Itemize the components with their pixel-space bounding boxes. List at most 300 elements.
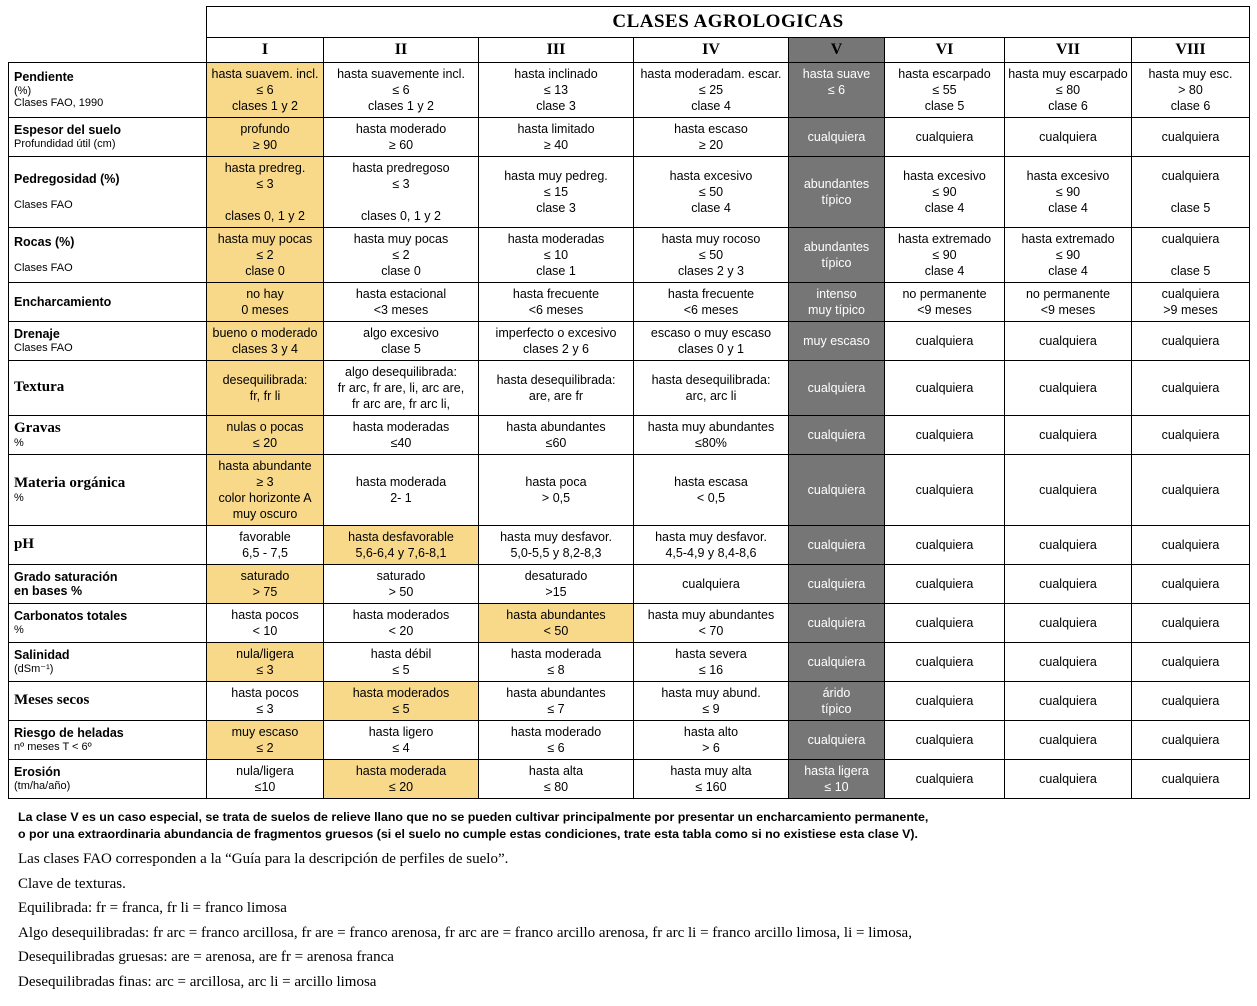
cell-line: nula/ligera bbox=[236, 647, 294, 661]
cell-line: cualquiera bbox=[807, 381, 866, 395]
cell-line: ≤40 bbox=[390, 436, 412, 450]
table-header-title-row bbox=[9, 7, 1250, 38]
cell-r4-c1 bbox=[324, 283, 479, 322]
cell-line: escaso o muy escaso bbox=[650, 326, 772, 340]
cell-line: ≤ 90 bbox=[932, 248, 957, 262]
cell-line: no hay bbox=[246, 287, 284, 301]
cell-line: saturado bbox=[240, 569, 290, 583]
table-title: CLASES AGROLOGICAS bbox=[207, 7, 1250, 38]
header-corner-blank bbox=[9, 7, 207, 38]
cell-r13-c7 bbox=[1132, 682, 1250, 721]
cell-line: hasta moderados bbox=[352, 608, 450, 622]
cell-r10-c0 bbox=[207, 565, 324, 604]
cell-r15-c5 bbox=[885, 760, 1005, 799]
cell-line: color horizonte A bbox=[218, 491, 312, 505]
cell-r5-c4 bbox=[789, 322, 885, 361]
cell-line: cualquiera bbox=[1039, 577, 1097, 591]
cell-r13-c2 bbox=[479, 682, 634, 721]
table-row bbox=[9, 157, 1250, 228]
cell-line: > 80 bbox=[1178, 83, 1203, 97]
cell-r15-c2 bbox=[479, 760, 634, 799]
cell-line: hasta alta bbox=[528, 764, 584, 778]
cell-line: muy oscuro bbox=[232, 507, 298, 521]
cell-line: hasta desfavorable bbox=[348, 530, 454, 544]
cell-r3-c3 bbox=[634, 228, 789, 283]
cell-r5-c3 bbox=[634, 322, 789, 361]
cell-line: muy escaso bbox=[231, 725, 299, 739]
cell-r6-c6 bbox=[1005, 361, 1132, 416]
cell-line: < 70 bbox=[698, 624, 724, 638]
cell-r8-c4 bbox=[789, 455, 885, 526]
cell-r1-c6 bbox=[1005, 118, 1132, 157]
cell-line: hasta ligero bbox=[368, 725, 434, 739]
cell-r4-c5 bbox=[885, 283, 1005, 322]
cell-line: > 75 bbox=[252, 585, 278, 599]
cell-line: ≤ 15 bbox=[543, 185, 569, 199]
cell-line bbox=[209, 192, 321, 208]
cell-line: cualquiera bbox=[915, 772, 974, 786]
cell-line: cualquiera bbox=[1039, 538, 1097, 552]
cell-line: ≤80% bbox=[695, 436, 727, 450]
cell-line: clases 2 y 3 bbox=[677, 264, 744, 278]
row-label-main: Erosión bbox=[14, 765, 61, 780]
cell-r2-c7 bbox=[1132, 157, 1250, 228]
cell-line: intenso bbox=[816, 287, 857, 301]
row-label-main: Espesor del suelo bbox=[14, 123, 121, 138]
cell-r10-c3 bbox=[634, 565, 789, 604]
cell-r2-c5 bbox=[885, 157, 1005, 228]
cell-line: desaturado bbox=[524, 569, 588, 583]
cell-r12-c5 bbox=[885, 643, 1005, 682]
cell-line: cualquiera bbox=[1039, 428, 1097, 442]
cell-r3-c2 bbox=[479, 228, 634, 283]
cell-line: hasta predreg. bbox=[224, 161, 306, 175]
cell-r1-c7 bbox=[1132, 118, 1250, 157]
row-label bbox=[9, 361, 207, 416]
cell-r4-c4 bbox=[789, 283, 885, 322]
cell-line: hasta muy esc. bbox=[1148, 67, 1233, 81]
cell-line: cualquiera bbox=[682, 577, 740, 591]
row-label bbox=[9, 416, 207, 455]
cell-line: hasta muy abundantes bbox=[647, 608, 775, 622]
cell-line bbox=[1134, 184, 1247, 200]
cell-line: hasta suavem. incl. bbox=[211, 67, 319, 81]
cell-line: hasta escasa bbox=[674, 475, 748, 489]
cell-line: <6 meses bbox=[683, 303, 739, 317]
row-label bbox=[9, 682, 207, 721]
cell-r10-c2 bbox=[479, 565, 634, 604]
cell-r14-c0 bbox=[207, 721, 324, 760]
cell-r12-c3 bbox=[634, 643, 789, 682]
cell-line: hasta muy desfavor. bbox=[655, 530, 767, 544]
cell-line: cualquiera bbox=[1039, 694, 1097, 708]
cell-line: 4,5-4,9 y 8,4-8,6 bbox=[665, 546, 757, 560]
cell-line: típico bbox=[821, 256, 852, 270]
table-row bbox=[9, 760, 1250, 799]
row-label-main: Gravas bbox=[14, 420, 61, 437]
row-label-main: Riesgo de heladas bbox=[14, 726, 124, 741]
cell-line: cualquiera bbox=[1161, 538, 1220, 552]
cell-r10-c4 bbox=[789, 565, 885, 604]
cell-r15-c0 bbox=[207, 760, 324, 799]
cell-line: hasta excesivo bbox=[669, 169, 753, 183]
cell-line: < 50 bbox=[543, 624, 569, 638]
cell-r4-c3 bbox=[634, 283, 789, 322]
cell-line: hasta frecuente bbox=[512, 287, 600, 301]
cell-line: 0 meses bbox=[241, 303, 289, 317]
cell-line: ≤ 2 bbox=[256, 741, 274, 755]
cell-line: cualquiera bbox=[1161, 130, 1220, 144]
class-header-VIII: VIII bbox=[1132, 38, 1250, 63]
row-label-sub: Clases FAO bbox=[14, 199, 73, 212]
cell-r9-c2 bbox=[479, 526, 634, 565]
cell-line: <3 meses bbox=[373, 303, 429, 317]
header-corner-blank-2 bbox=[9, 38, 207, 63]
cell-line: are, are fr bbox=[528, 389, 584, 403]
cell-r2-c4 bbox=[789, 157, 885, 228]
cell-line: cualquiera bbox=[1161, 772, 1220, 786]
row-label bbox=[9, 322, 207, 361]
cell-r12-c1 bbox=[324, 643, 479, 682]
cell-line: hasta abundantes bbox=[506, 686, 606, 700]
cell-line: ≤ 3 bbox=[256, 702, 274, 716]
cell-line: cualquiera bbox=[807, 538, 866, 552]
cell-line: hasta muy rocoso bbox=[661, 232, 761, 246]
row-label bbox=[9, 228, 207, 283]
cell-line: clase 0 bbox=[245, 264, 285, 278]
cell-r7-c1 bbox=[324, 416, 479, 455]
cell-r11-c3 bbox=[634, 604, 789, 643]
cell-line: ≤ 10 bbox=[543, 248, 569, 262]
cell-r4-c7 bbox=[1132, 283, 1250, 322]
cell-r14-c1 bbox=[324, 721, 479, 760]
cell-r10-c1 bbox=[324, 565, 479, 604]
cell-line: cualquiera bbox=[807, 616, 866, 630]
cell-line: hasta estacional bbox=[355, 287, 447, 301]
cell-line: ≤ 6 bbox=[256, 83, 274, 97]
cell-line: hasta escaso bbox=[674, 122, 748, 136]
cell-line: hasta abundantes bbox=[506, 420, 606, 434]
cell-line: saturado bbox=[376, 569, 426, 583]
cell-r15-c7 bbox=[1132, 760, 1250, 799]
cell-line: clase 4 bbox=[1048, 264, 1088, 278]
cell-line: hasta moderada bbox=[510, 647, 602, 661]
row-label bbox=[9, 118, 207, 157]
cell-r11-c0 bbox=[207, 604, 324, 643]
cell-line: arc, arc li bbox=[685, 389, 737, 403]
cell-line: clase 5 bbox=[381, 342, 421, 356]
cell-r8-c5 bbox=[885, 455, 1005, 526]
cell-line: hasta limitado bbox=[517, 122, 595, 136]
cell-r7-c3 bbox=[634, 416, 789, 455]
row-label-sub: Clases FAO bbox=[14, 262, 73, 275]
cell-line: fr, fr li bbox=[249, 389, 281, 403]
cell-line: hasta moderada bbox=[355, 475, 447, 489]
cell-line: ≤ 9 bbox=[702, 702, 720, 716]
cell-line: nula/ligera bbox=[236, 764, 294, 778]
cell-r11-c4 bbox=[789, 604, 885, 643]
cell-line: ≤ 160 bbox=[695, 780, 727, 794]
cell-r4-c2 bbox=[479, 283, 634, 322]
cell-line: cualquiera bbox=[1039, 334, 1097, 348]
notes-block bbox=[8, 799, 1249, 993]
cell-line: clase 4 bbox=[924, 201, 965, 215]
cell-line: hasta muy abund. bbox=[661, 686, 761, 700]
cell-r6-c1 bbox=[324, 361, 479, 416]
cell-r6-c2 bbox=[479, 361, 634, 416]
cell-line: cualquiera bbox=[807, 428, 866, 442]
cell-line: > 6 bbox=[702, 741, 720, 755]
cell-r1-c0 bbox=[207, 118, 324, 157]
cell-line: clases 0, 1 y 2 bbox=[361, 209, 441, 223]
table-row bbox=[9, 455, 1250, 526]
cell-line: hasta frecuente bbox=[667, 287, 755, 301]
cell-r4-c0 bbox=[207, 283, 324, 322]
note-line-6: Desequilibradas finas: arc = arcillosa, arc li = arcillo limosa bbox=[18, 973, 377, 990]
cell-line: hasta muy abundantes bbox=[647, 420, 775, 434]
cell-r2-c6 bbox=[1005, 157, 1132, 228]
row-label-sub: Profundidad útil (cm) bbox=[14, 137, 116, 150]
cell-r13-c0 bbox=[207, 682, 324, 721]
table-row bbox=[9, 604, 1250, 643]
agrological-classes-table bbox=[8, 6, 1250, 799]
cell-r0-c6 bbox=[1005, 63, 1132, 118]
cell-line: hasta moderada bbox=[355, 764, 447, 778]
cell-r9-c6 bbox=[1005, 526, 1132, 565]
cell-r7-c4 bbox=[789, 416, 885, 455]
cell-line: clase 6 bbox=[1170, 99, 1211, 113]
cell-line: ≥ 3 bbox=[256, 475, 274, 489]
cell-r9-c4 bbox=[789, 526, 885, 565]
cell-r1-c1 bbox=[324, 118, 479, 157]
note-line-1: Las clases FAO corresponden a la “Guía para la descripción de perfiles de suelo”. bbox=[18, 851, 509, 868]
cell-line: abundantes bbox=[803, 240, 870, 254]
cell-line: árido bbox=[822, 686, 851, 700]
cell-r12-c6 bbox=[1005, 643, 1132, 682]
cell-r6-c5 bbox=[885, 361, 1005, 416]
row-label-main: Encharcamiento bbox=[14, 294, 112, 309]
row-label-sub: % bbox=[14, 492, 24, 505]
cell-r3-c0 bbox=[207, 228, 324, 283]
row-label-main: Textura bbox=[14, 379, 65, 396]
cell-line: cualquiera bbox=[1161, 733, 1220, 747]
cell-line: fr arc, fr are, li, arc are, bbox=[337, 381, 465, 395]
note-line-2: Clave de texturas. bbox=[18, 875, 126, 892]
row-label-sub: (dSm⁻¹) bbox=[14, 662, 54, 675]
cell-line: ≤ 5 bbox=[392, 702, 410, 716]
cell-r2-c0 bbox=[207, 157, 324, 228]
cell-line: hasta desequilibrada: bbox=[496, 373, 616, 387]
cell-line: ≤ 80 bbox=[1055, 83, 1081, 97]
cell-r0-c7 bbox=[1132, 63, 1250, 118]
table-row bbox=[9, 416, 1250, 455]
cell-line: algo excesivo bbox=[363, 326, 439, 340]
cell-r0-c2 bbox=[479, 63, 634, 118]
cell-line: algo desequilibrada: bbox=[345, 365, 457, 379]
cell-line: cualquiera bbox=[1039, 733, 1097, 747]
cell-r8-c1 bbox=[324, 455, 479, 526]
cell-r15-c4 bbox=[789, 760, 885, 799]
cell-line: cualquiera bbox=[1161, 381, 1220, 395]
cell-line: ≤ 50 bbox=[698, 248, 724, 262]
cell-r14-c3 bbox=[634, 721, 789, 760]
cell-r11-c5 bbox=[885, 604, 1005, 643]
cell-line: cualquiera bbox=[1039, 381, 1097, 395]
cell-r13-c5 bbox=[885, 682, 1005, 721]
cell-line: ≤ 3 bbox=[256, 663, 274, 677]
cell-r7-c2 bbox=[479, 416, 634, 455]
cell-line: clases 0 y 1 bbox=[677, 342, 744, 356]
cell-line: < 0,5 bbox=[696, 491, 726, 505]
cell-line: ≤ 80 bbox=[543, 780, 569, 794]
cell-line: hasta muy escarpado bbox=[1008, 67, 1128, 81]
cell-line: 5,6-6,4 y 7,6-8,1 bbox=[355, 546, 447, 560]
cell-line: imperfecto o excesivo bbox=[495, 326, 617, 340]
cell-r9-c1 bbox=[324, 526, 479, 565]
cell-line: ≥ 60 bbox=[388, 138, 414, 152]
cell-r5-c5 bbox=[885, 322, 1005, 361]
cell-r5-c1 bbox=[324, 322, 479, 361]
cell-r1-c3 bbox=[634, 118, 789, 157]
cell-line: ≤ 2 bbox=[256, 248, 274, 262]
cell-r5-c7 bbox=[1132, 322, 1250, 361]
cell-line: clase 4 bbox=[691, 99, 731, 113]
table-header-classes-row bbox=[9, 38, 1250, 63]
cell-line: 2- 1 bbox=[390, 491, 412, 505]
cell-r0-c0 bbox=[207, 63, 324, 118]
cell-line: muy típico bbox=[808, 303, 865, 317]
cell-line: <9 meses bbox=[1040, 303, 1096, 317]
class-header-IV: IV bbox=[634, 38, 789, 63]
row-label bbox=[9, 157, 207, 228]
cell-r2-c3 bbox=[634, 157, 789, 228]
cell-line: clase 4 bbox=[924, 264, 965, 278]
cell-line: cualquiera bbox=[915, 130, 974, 144]
row-label-main: Pedregosidad (%) bbox=[14, 172, 120, 187]
cell-line: cualquiera bbox=[1161, 334, 1220, 348]
cell-r2-c2 bbox=[479, 157, 634, 228]
cell-r7-c5 bbox=[885, 416, 1005, 455]
cell-line bbox=[326, 192, 476, 208]
table-row bbox=[9, 643, 1250, 682]
table-row bbox=[9, 63, 1250, 118]
row-label-main: Salinidad bbox=[14, 648, 70, 663]
row-label bbox=[9, 643, 207, 682]
row-label bbox=[9, 565, 207, 604]
cell-line: cualquiera bbox=[915, 428, 974, 442]
cell-line: bueno o moderado bbox=[212, 326, 318, 340]
cell-line: cualquiera bbox=[1161, 287, 1220, 301]
cell-line: típico bbox=[821, 702, 852, 716]
table-row bbox=[9, 361, 1250, 416]
cell-r11-c6 bbox=[1005, 604, 1132, 643]
cell-line: cualquiera bbox=[915, 616, 974, 630]
cell-line: cualquiera bbox=[1161, 655, 1220, 669]
class-header-II: II bbox=[324, 38, 479, 63]
row-label-main: Pendiente bbox=[14, 70, 74, 85]
cell-r15-c6 bbox=[1005, 760, 1132, 799]
cell-line: cualquiera bbox=[1161, 483, 1220, 497]
table-row bbox=[9, 526, 1250, 565]
cell-line: hasta moderadas bbox=[507, 232, 605, 246]
table-row bbox=[9, 322, 1250, 361]
row-label-sub: (tm/ha/año) bbox=[14, 779, 71, 792]
cell-line: ≤ 4 bbox=[392, 741, 410, 755]
cell-line: hasta moderadam. escar. bbox=[640, 67, 782, 81]
table-row bbox=[9, 682, 1250, 721]
class-header-V: V bbox=[789, 38, 885, 63]
class-header-I: I bbox=[207, 38, 324, 63]
cell-line: > 0,5 bbox=[541, 491, 571, 505]
row-label-sub: % bbox=[14, 437, 24, 450]
cell-r3-c6 bbox=[1005, 228, 1132, 283]
cell-line: clase 6 bbox=[1048, 99, 1088, 113]
cell-line: cualquiera bbox=[1161, 694, 1220, 708]
cell-line: ≤ 5 bbox=[392, 663, 410, 677]
cell-r0-c1 bbox=[324, 63, 479, 118]
cell-line: clases 1 y 2 bbox=[231, 99, 298, 113]
row-label bbox=[9, 283, 207, 322]
cell-line: cualquiera bbox=[915, 577, 974, 591]
cell-line: clases 1 y 2 bbox=[367, 99, 434, 113]
cell-r10-c7 bbox=[1132, 565, 1250, 604]
cell-line: clase 5 bbox=[924, 99, 965, 113]
cell-line: clases 3 y 4 bbox=[231, 342, 298, 356]
cell-line: hasta desequilibrada: bbox=[651, 373, 771, 387]
cell-line: hasta severa bbox=[675, 647, 747, 661]
cell-line: cualquiera bbox=[807, 577, 866, 591]
cell-line: ≤ 13 bbox=[543, 83, 569, 97]
cell-r3-c7 bbox=[1132, 228, 1250, 283]
cell-line: hasta inclinado bbox=[514, 67, 598, 81]
row-label bbox=[9, 760, 207, 799]
cell-line: cualquiera bbox=[807, 733, 866, 747]
cell-r15-c3 bbox=[634, 760, 789, 799]
cell-r12-c4 bbox=[789, 643, 885, 682]
cell-line: clase 4 bbox=[691, 201, 731, 215]
cell-line: cualquiera bbox=[1039, 483, 1097, 497]
cell-line: hasta muy pedreg. bbox=[504, 169, 608, 183]
cell-line: cualquiera bbox=[915, 483, 974, 497]
cell-line: 5,0-5,5 y 8,2-8,3 bbox=[510, 546, 602, 560]
cell-line: hasta alto bbox=[683, 725, 739, 739]
cell-line: ≤ 90 bbox=[1055, 248, 1081, 262]
row-label bbox=[9, 455, 207, 526]
table-row bbox=[9, 721, 1250, 760]
cell-r6-c3 bbox=[634, 361, 789, 416]
cell-r1-c2 bbox=[479, 118, 634, 157]
cell-r13-c4 bbox=[789, 682, 885, 721]
cell-line: ≤ 3 bbox=[256, 177, 274, 191]
cell-line: clase 4 bbox=[1048, 201, 1088, 215]
cell-r1-c5 bbox=[885, 118, 1005, 157]
cell-line: cualquiera bbox=[915, 381, 974, 395]
cell-r13-c3 bbox=[634, 682, 789, 721]
cell-line: hasta abundantes bbox=[506, 608, 606, 622]
row-label-sub: (%) Clases FAO, 1990 bbox=[14, 84, 104, 110]
cell-r9-c7 bbox=[1132, 526, 1250, 565]
cell-r14-c4 bbox=[789, 721, 885, 760]
cell-line: cualquiera bbox=[1039, 616, 1097, 630]
note-bold-line-1: La clase V es un caso especial, se trata de suelos de relieve llano que no se pueden cultivar principalmente por presentar un encharcamiento permanente, bbox=[18, 810, 929, 824]
cell-line: desequilibrada: bbox=[222, 373, 308, 387]
cell-line: ≤ 25 bbox=[698, 83, 724, 97]
cell-r14-c6 bbox=[1005, 721, 1132, 760]
cell-line: hasta pocos bbox=[231, 686, 299, 700]
row-label-main: Meses secos bbox=[14, 692, 90, 709]
note-bold-line-2: o por una extraordinaria abundancia de fragmentos gruesos (si el suelo no cumple estas condiciones, trate esta tabla como si no existiese esta clase V). bbox=[18, 826, 918, 841]
cell-line: hasta pocos bbox=[231, 608, 299, 622]
